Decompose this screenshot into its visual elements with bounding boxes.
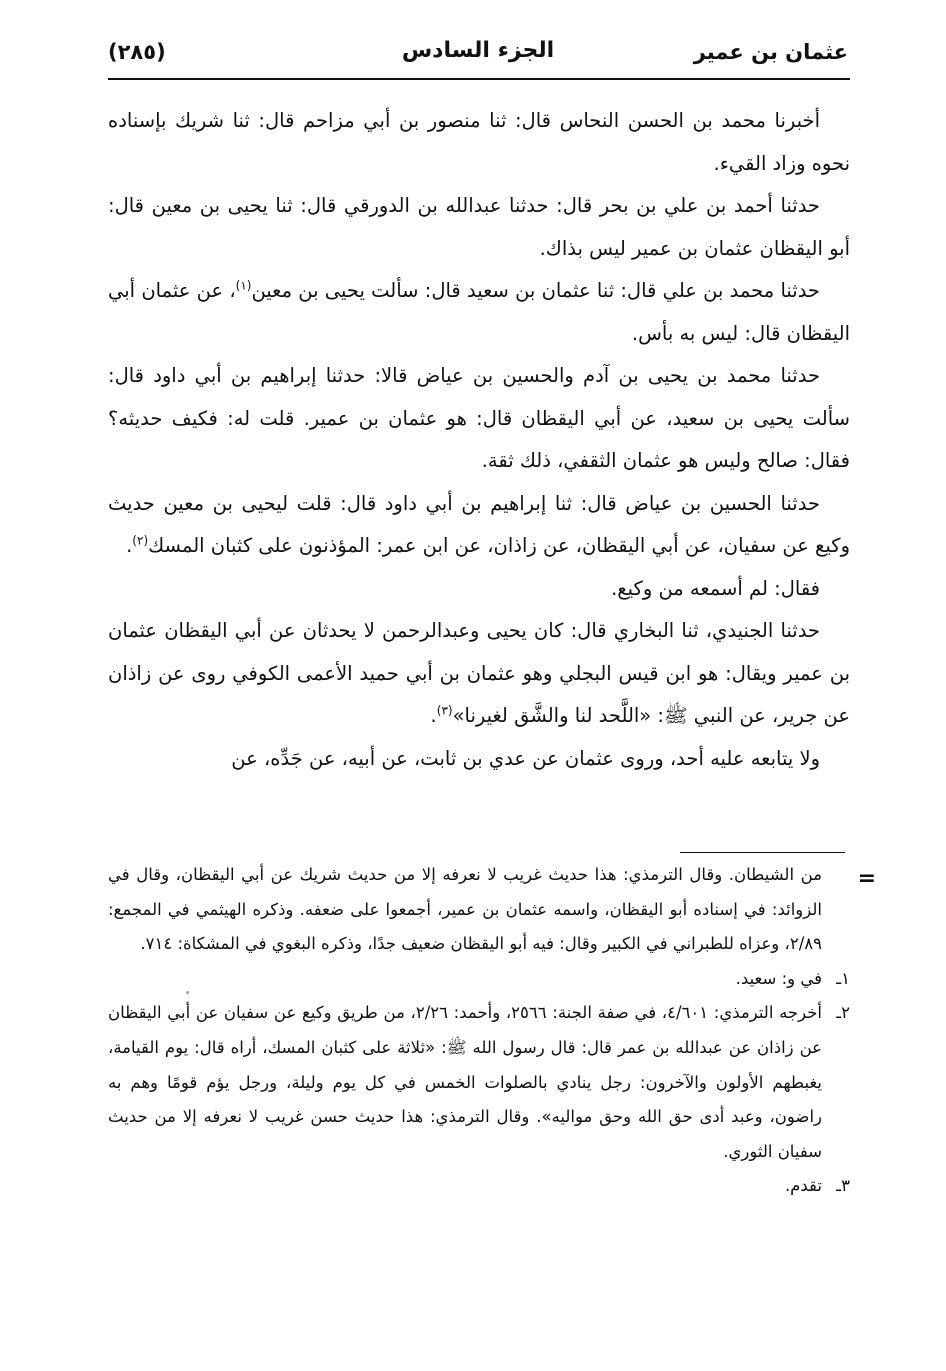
paragraph [108,483,850,568]
footnote-number: ١ـ [836,968,850,988]
paragraph-text: ، عن عثمان أبي اليقظان قال: ليس به بأس. [108,279,850,345]
paragraph [108,610,850,738]
paragraph: حدثنا محمد بن يحيى بن آدم والحسين بن عياض قالا: حدثنا إبراهيم بن أبي داود قال: سألت يحيى بن سعيد، عن أبي اليقظان قال: هو عثمان بن عمير. قلت له: فكيف حديثه؟ فقال: صالح وليس هو عثمان الثقفي، ذلك ثقة. [108,364,850,472]
paragraph-text: حدثنا محمد بن علي قال: ثنا عثمان بن سعيد قال: سألت يحيى بن معين [251,279,820,302]
paragraph-text: حدثنا الحسين بن عياض قال: ثنا إبراهيم بن أبي داود قال: قلت ليحيى بن معين حديث وكيع عن سفيان، عن أبي اليقظان، عن زاذان، عن ابن عمر: المؤذنون على كثبان المسك [108,491,850,557]
footnote-text: تقدم. [784,1176,822,1196]
paragraph-text: . [430,704,437,727]
footnote-text: في و: سعيد. [735,968,822,988]
paragraph: أخبرنا محمد بن الحسن النحاس قال: ثنا منصور بن أبي مزاحم قال: ثنا شريك بإسناده نحوه وزاد القيء. [108,109,850,175]
paragraph-text: . [126,534,133,557]
footnote-continuation: من الشيطان. وقال الترمذي: هذا حديث غريب لا نعرفه إلا من حديث شريك عن أبي اليقظان، وقال في الزوائد: في إسناده أبو اليقظان، واسمه عثمان بن عمير، أجمعوا على ضعفه. وذكره الهيثمي في المجمع: ٢/٨٩، وعزاه للطبراني في الكبير وقال: فيه أبو اليقظان ضعيف جدًا، وذكره البغوي في المشكاة: ٧١٤. [108,865,822,954]
page-header [108,34,848,74]
paragraph [108,270,850,355]
footnote-number: ٢ـ [836,1003,851,1023]
footnote-ref-1[interactable]: (١) [235,278,252,293]
footnote-text: أخرجه الترمذي: ٤/٦٠١، في صفة الجنة: ٢٥٦٦، وأحمد: ٢/٢٦، من طريق وكيع عن سفيان عن أبي اليقظان عن زاذان عن عبدالله بن عمر قال: قال رسول الله ﷺ: «ثلاثة على كثبان المسك، أراه قال: يوم القيامة، يغبطهم الأولون والآخرون: رجل ينادي بالصلوات الخمس في كل يوم وليلة، ورجل يؤم قومًا وهم به راضون، وعبد أدى حق الله وحق مواليه». وقال الترمذي: هذا حديث حسن غريب لا نعرفه إلا من حديث سفيان الثوري. [108,1003,823,1161]
continuation-mark: = [857,866,876,891]
page-number: (٢٨٥) [108,40,166,64]
footnote-ref-2[interactable]: (٢) [132,533,149,548]
footnote-3 [108,1169,850,1204]
paragraph: فقال: لم أسمعه من وكيع. [611,576,820,600]
paragraph: حدثنا أحمد بن علي بن بحر قال: حدثنا عبدالله بن الدورقي قال: ثنا يحيى بن معين قال: أبو اليقظان عثمان بن عمير ليس بذاك. [108,194,850,260]
footnote-2 [108,996,850,1169]
header-rule [108,78,850,80]
running-title: عثمان بن عمير [693,40,848,64]
footnote-1 [108,962,850,997]
main-text [108,100,850,780]
footnote-ref-3[interactable]: (٣) [436,703,453,718]
footnotes [108,858,850,1204]
footnote-separator [680,852,845,853]
volume-title: الجزء السادس [401,38,555,63]
paragraph: ولا يتابعه عليه أحد، وروى عثمان عن عدي بن ثابت، عن أبيه، عن جَدِّه، عن [231,746,820,770]
footnote-number: ٣ـ [836,1176,850,1196]
paragraph-text: حدثنا الجنيدي، ثنا البخاري قال: كان يحيى وعبدالرحمن لا يحدثان عن أبي اليقظان عثمان بن عمير ويقال: هو ابن قيس البجلي وهو عثمان بن أبي حميد الأعمى الكوفي روى عن زاذان عن جرير، عن النبي ﷺ: «اللَّحد لنا والشَّق لغيرنا» [108,619,850,727]
